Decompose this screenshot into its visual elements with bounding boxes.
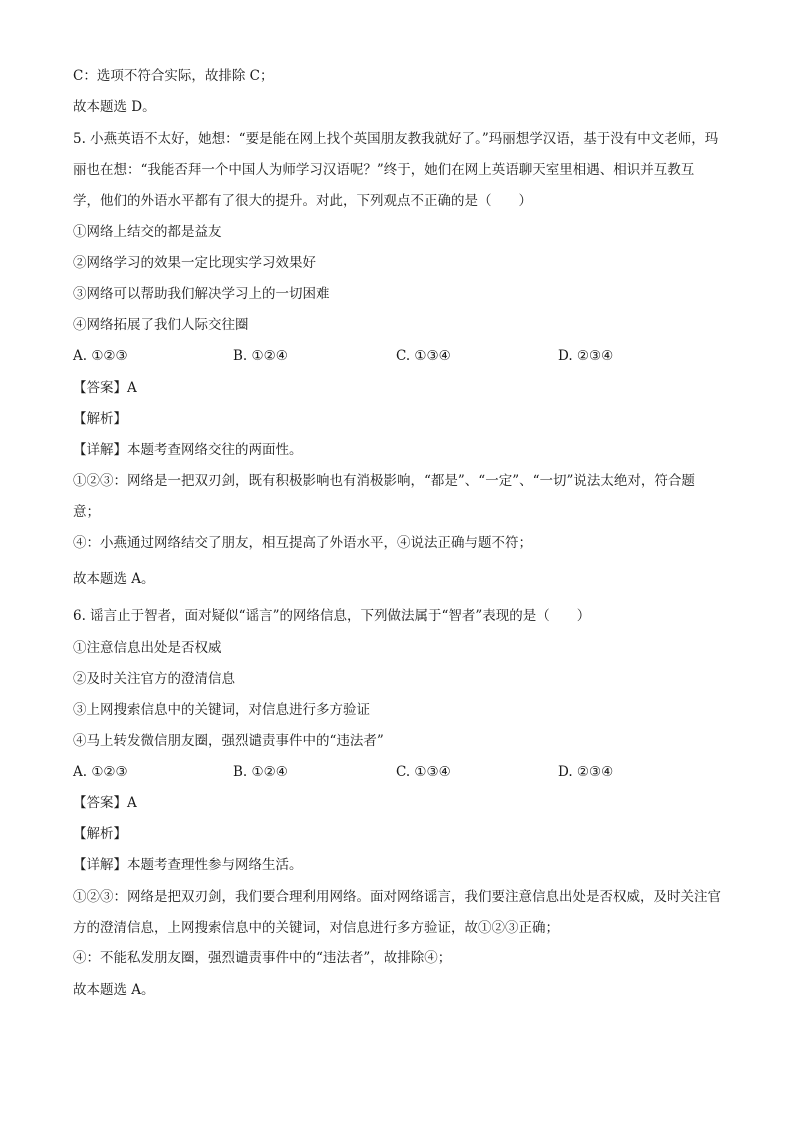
- question-6-stem: 6. 谣言止于智者，面对疑似“谣言”的网络信息，下列做法属于“智者”表现的是（ ）: [73, 608, 591, 624]
- q6-option-c: C. ①③④: [396, 764, 451, 780]
- q5-statement-4: ④网络拓展了我们人际交往圈: [73, 317, 249, 333]
- q5-option-a: A. ①②③: [73, 348, 128, 364]
- q6-explanation-1: ①②③：网络是把双刃剑，我们要合理利用网络。面对网络谣言，我们要注意信息出处是否权威，及时关注官方的澄清信息，上网搜索信息中的关键词，对信息进行多方验证，故①②③正确；: [73, 889, 721, 936]
- q6-option-d: D. ②③④: [558, 764, 614, 780]
- q5-statement-3: ③网络可以帮助我们解决学习上的一切困难: [73, 286, 330, 302]
- q6-analysis-label: 【解析】: [73, 826, 127, 842]
- q5-option-c: C. ①③④: [396, 348, 451, 364]
- q5-conclusion: 故本题选 A。: [73, 571, 155, 587]
- q6-statement-2: ②及时关注官方的澄清信息: [73, 671, 235, 687]
- q5-answer: 【答案】A: [73, 380, 137, 396]
- q6-statement-3: ③上网搜索信息中的关键词，对信息进行多方验证: [73, 702, 370, 718]
- q5-statement-1: ①网络上结交的都是益友: [73, 224, 222, 240]
- q6-statement-4: ④马上转发微信朋友圈，强烈谴责事件中的“违法者”: [73, 733, 384, 749]
- q5-option-b: B. ①②④: [233, 348, 288, 364]
- q5-option-d: D. ②③④: [558, 348, 614, 364]
- q5-analysis-label: 【解析】: [73, 411, 127, 427]
- q5-detail: 【详解】本题考查网络交往的两面性。: [73, 442, 303, 458]
- q6-conclusion: 故本题选 A。: [73, 982, 155, 998]
- q6-option-a: A. ①②③: [73, 764, 128, 780]
- question-5-stem: 5. 小燕英语不太好，她想：“要是能在网上找个英国朋友教我就好了。”玛丽想学汉语，基于没有中文老师，玛丽也在想：“我能否拜一个中国人为师学习汉语呢？”终于，她们在网上英语聊天室里相遇、相识并互教互学，他们的外语水平都有了很大的提升。对此，下列观点不正确的是（ ）: [73, 131, 719, 209]
- q5-explanation-2: ④：小燕通过网络结交了朋友，相互提高了外语水平，④说法正确与题不符；: [73, 535, 532, 551]
- q5-statement-2: ②网络学习的效果一定比现实学习效果好: [73, 255, 316, 271]
- q6-option-b: B. ①②④: [233, 764, 288, 780]
- q6-statement-1: ①注意信息出处是否权威: [73, 640, 222, 656]
- q6-detail: 【详解】本题考查理性参与网络生活。: [73, 857, 303, 873]
- previous-answer-line: 故本题选 D。: [73, 99, 156, 115]
- q6-explanation-2: ④：不能私发朋友圈，强烈谴责事件中的“违法者”，故排除④；: [73, 950, 452, 966]
- q5-explanation-1: ①②③：网络是一把双刃剑，既有积极影响也有消极影响，“都是”、“一定”、“一切”说法太绝对，符合题意；: [73, 473, 695, 520]
- q6-answer: 【答案】A: [73, 795, 137, 811]
- option-c-elimination: C：选项不符合实际，故排除 C；: [73, 68, 274, 84]
